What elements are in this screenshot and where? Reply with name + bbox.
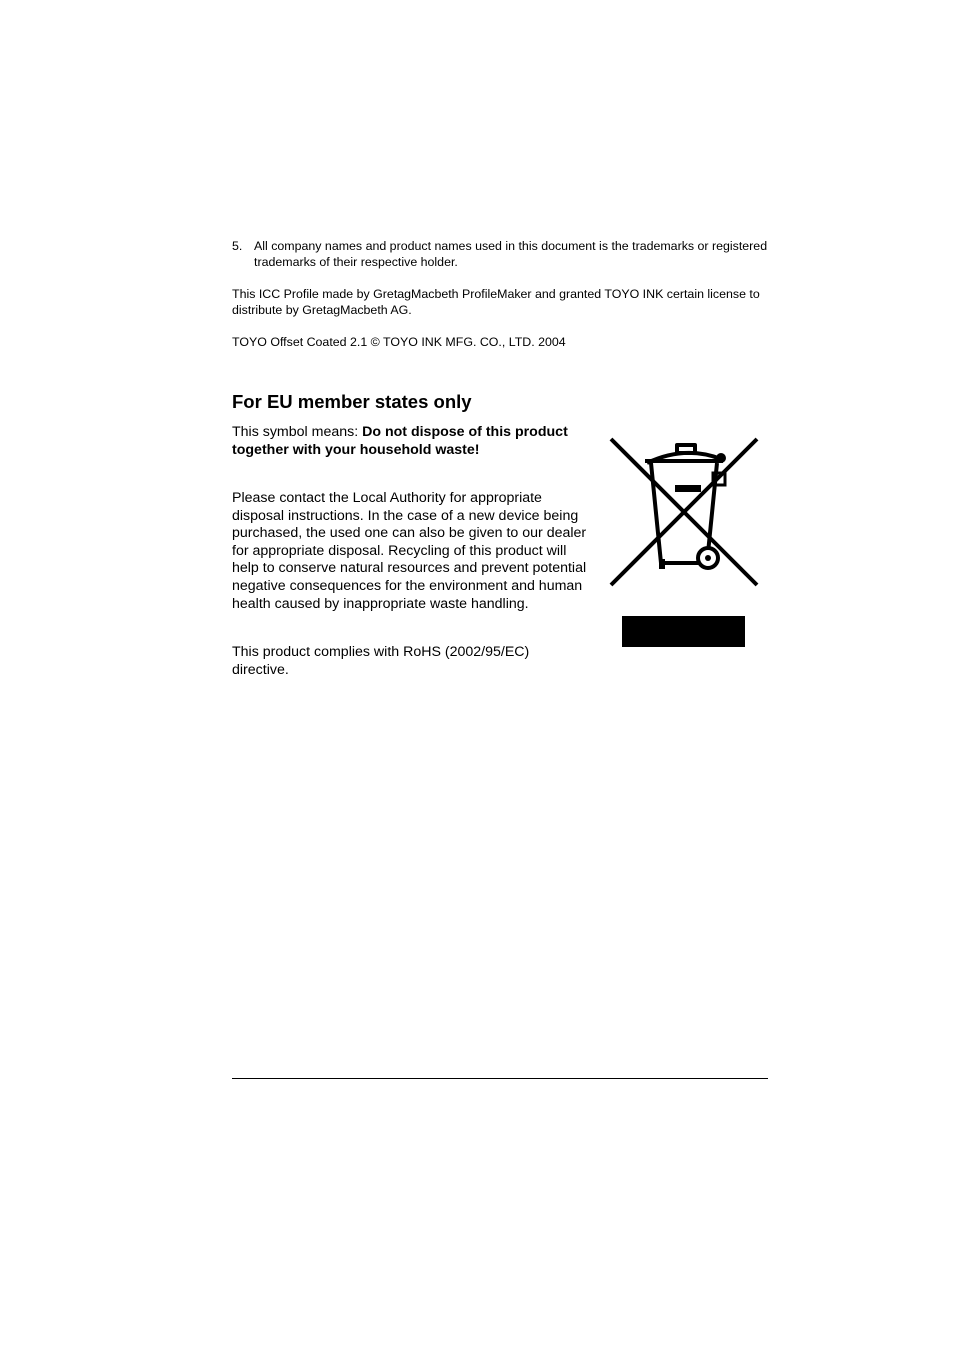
toyo-copyright: TOYO Offset Coated 2.1 © TOYO INK MFG. CO., LTD. 2004 (232, 335, 566, 349)
symbol-intro: This symbol means: (232, 424, 363, 440)
list-number: 5. (232, 239, 243, 253)
rohs-compliance: This product complies with RoHS (2002/95/EC) directive. (232, 644, 530, 678)
trademark-note-text: All company names and product names used in this document is the trademarks or registered trademarks of their respective holder. (254, 239, 768, 269)
footer-divider (232, 1078, 768, 1079)
bin-underline-bar (622, 616, 745, 647)
trademark-note (232, 238, 768, 270)
symbol-meaning-paragraph (232, 424, 587, 459)
symbol-meaning: Do not dispose of this product together with your household waste! (232, 424, 568, 458)
disposal-instructions: Please contact the Local Authority for appropriate disposal instructions. In the case of a new device being purchased, the used one can also be given to our dealer for appropriate disposal. Recycling of this product will help to conserve natural resources and prevent potential negative consequences for the environment and human health caused by inappropriate waste handling. (232, 490, 587, 612)
eu-section-heading: For EU member states only (232, 391, 472, 412)
crossed-out-wheeled-bin-icon (605, 435, 765, 593)
icc-profile-note: This ICC Profile made by GretagMacbeth ProfileMaker and granted TOYO INK certain license to distribute by GretagMacbeth AG. (232, 287, 760, 317)
